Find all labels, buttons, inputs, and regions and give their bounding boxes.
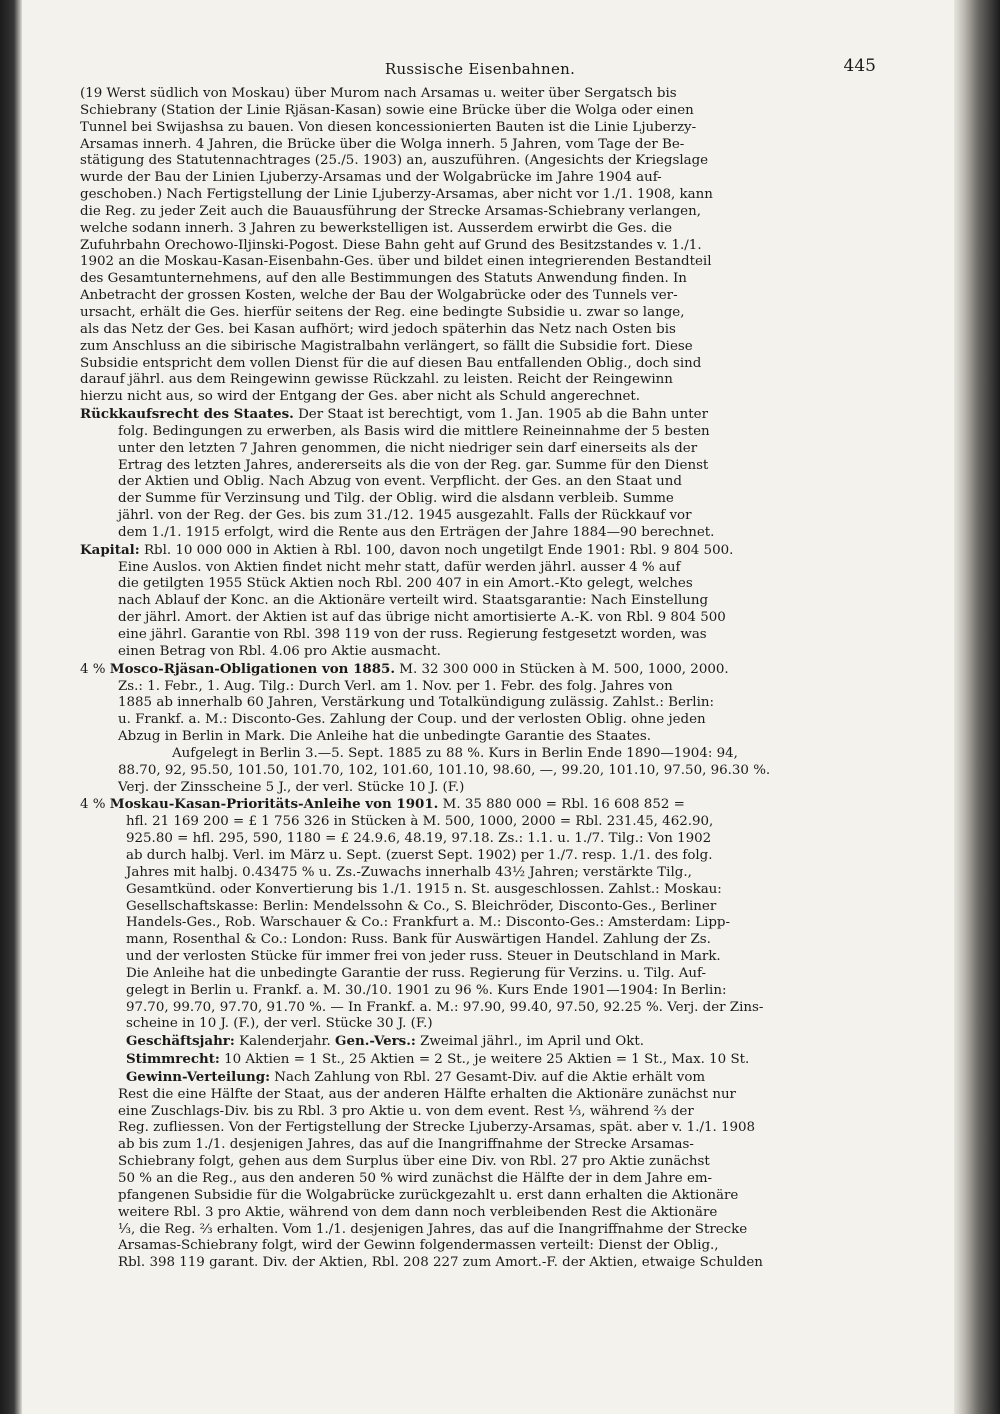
text-line: Verj. der Zinsscheine 5 J., der verl. Stücke 10 J. (F.) — [118, 779, 465, 795]
text-line: Rbl. 398 119 garant. Div. der Aktien, Rbl. 208 227 zum Amort.-F. der Aktien, etwaige Schulden — [118, 1255, 763, 1271]
stimmrecht-text: 10 Aktien = 1 St., 25 Aktien = 2 St., je weitere 25 Aktien = 1 St., Max. 10 St. — [224, 1052, 750, 1068]
text-line: die getilgten 1955 Stück Aktien noch Rbl. 200 407 in ein Amort.-Kto gelegt, welches — [118, 576, 693, 592]
text-line: unter den letzten 7 Jahren genommen, die nicht niedriger sein darf einerseits als der — [118, 440, 698, 456]
text-line: des Gesamtunternehmens, auf den alle Bestimmungen des Statuts Anwendung finden. In — [80, 271, 687, 287]
stimmrecht-heading: Stimmrecht: — [126, 1051, 220, 1068]
intro-paragraph — [80, 86, 880, 406]
text-line: darauf jährl. aus dem Reingewinn gewisse Rückzahl. zu leisten. Reicht der Reingewinn — [80, 372, 673, 388]
text-line: Anbetracht der grossen Kosten, welche der Bau der Wolgabrücke oder des Tunnels ver- — [80, 288, 678, 304]
kapital-heading: Kapital: — [80, 541, 140, 558]
text-line: und der verlosten Stücke für immer frei von jeder russ. Steuer in Deutschland in Mark. — [126, 949, 721, 965]
text-line: 97.70, 99.70, 97.70, 91.70 %. — In Frankf. a. M.: 97.90, 99.40, 97.50, 92.25 %. Verj. der Zins- — [126, 999, 764, 1015]
text-line: geschoben.) Nach Fertigstellung der Linie Ljuberzy-Arsamas, aber nicht vor 1./1. 1908, kann — [80, 187, 713, 203]
text-line: dem 1./1. 1915 erfolgt, wird die Rente aus den Erträgen der Jahre 1884—90 berechnet. — [118, 524, 715, 540]
text-line: weitere Rbl. 3 pro Aktie, während von dem dann noch verbleibenden Rest die Aktionäre — [118, 1204, 718, 1220]
text-line: Handels-Ges., Rob. Warschauer & Co.: Frankfurt a. M.: Disconto-Ges.: Amsterdam: Lipp- — [126, 915, 731, 931]
text-line: Subsidie entspricht dem vollen Dienst für die auf diesen Bau entfallenden Oblig., doch sind — [80, 355, 702, 371]
text-line: nach Ablauf der Konc. an die Aktionäre verteilt wird. Staatsgarantie: Nach Einstellung — [118, 593, 709, 609]
gewinn-first-line: Nach Zahlung von Rbl. 27 Gesamt-Div. auf die Aktie erhält vom — [274, 1069, 706, 1085]
text-line: hfl. 21 169 200 = £ 1 756 326 in Stücken à M. 500, 1000, 2000 = Rbl. 231.45, 462.90, — [126, 814, 714, 830]
text-line: 925.80 = hfl. 295, 590, 1180 = £ 24.9.6, 48.19, 97.18. Zs.: 1.1. u. 1./7. Tilg.: Von 1902 — [126, 831, 712, 847]
gewinn-verteilung-section — [80, 1069, 880, 1272]
moskau-rate: 4 % — [80, 797, 106, 813]
text-line: zum Anschluss an die sibirische Magistralbahn verlängert, so fällt die Subsidie fort. Diese — [80, 338, 693, 354]
rueckkauf-section — [80, 406, 880, 542]
stimmrecht-section — [80, 1051, 880, 1069]
text-line: ursacht, erhält die Ges. hierfür seitens der Reg. eine bedingte Subsidie u. zwar so lange, — [80, 304, 685, 320]
mosco-first-line: M. 32 300 000 in Stücken à M. 500, 1000, 2000. — [399, 661, 729, 677]
text-line: jährl. von der Reg. der Ges. bis zum 31./12. 1945 ausgezahlt. Falls der Rückkauf vor — [118, 508, 692, 524]
text-line: Jahres mit halbj. 0.43475 % u. Zs.-Zuwachs innerhalb 43½ Jahren; verstärkte Tilg., — [126, 864, 692, 880]
text-line: einen Betrag von Rbl. 4.06 pro Aktie ausmacht. — [118, 643, 441, 659]
text-line: Schiebrany (Station der Linie Rjäsan-Kasan) sowie eine Brücke über die Wolga oder einen — [80, 102, 694, 118]
text-line: 1902 an die Moskau-Kasan-Eisenbahn-Ges. über und bildet einen integrierenden Bestandteil — [80, 254, 712, 270]
text-line: gelegt in Berlin u. Frankf. a. M. 30./10. 1901 zu 96 %. Kurs Ende 1901—1904: In Berlin: — [126, 982, 727, 998]
geschaeftsjahr-heading: Geschäftsjahr: — [126, 1033, 235, 1050]
text-line: Gesellschaftskasse: Berlin: Mendelssohn & Co., S. Bleichröder, Disconto-Ges., Berliner — [126, 898, 717, 914]
running-title: Russische Eisenbahnen. — [384, 60, 576, 78]
genvers-heading: Gen.-Vers.: — [335, 1033, 416, 1050]
text-line: ab durch halbj. Verl. im März u. Sept. (zuerst Sept. 1902) per 1./7. resp. 1./1. des folg. — [126, 847, 713, 863]
text-line: 1885 ab innerhalb 60 Jahren, Verstärkung und Totalkündigung zulässig. Zahlst.: Berlin: — [118, 695, 714, 711]
text-line: welche sodann innerh. 3 Jahren zu bewerkstelligen ist. Ausserdem erwirbt die Ges. die — [80, 220, 673, 236]
kapital-section — [80, 542, 880, 661]
mosco-rate: 4 % — [80, 661, 106, 677]
rueckkauf-heading: Rückkaufsrecht des Staates. — [80, 406, 294, 423]
gewinn-heading: Gewinn-Verteilung: — [126, 1068, 271, 1085]
text-line: pfangenen Subsidie für die Wolgabrücke zurückgezahlt u. erst dann erhalten die Aktionäre — [118, 1187, 739, 1203]
text-line: der jährl. Amort. der Aktien ist auf das übrige nicht amortisierte A.-K. von Rbl. 9 804 500 — [118, 610, 726, 626]
text-line: Aufgelegt in Berlin 3.—5. Sept. 1885 zu 88 %. Kurs in Berlin Ende 1890—1904: 94, — [172, 745, 738, 761]
document-page — [80, 56, 880, 1272]
text-line: Tunnel bei Swijashsa zu bauen. Von diesen koncessionierten Bauten ist die Linie Ljuberzy- — [80, 119, 697, 135]
genvers-text: Zweimal jährl., im April und Okt. — [420, 1034, 645, 1050]
page-body — [80, 86, 880, 1272]
text-line: Gesamtkünd. oder Konvertierung bis 1./1. 1915 n. St. ausgeschlossen. Zahlst.: Moskau: — [126, 881, 722, 897]
text-line: eine Zuschlags-Div. bis zu Rbl. 3 pro Aktie u. von dem event. Rest ⅓, während ⅔ der — [118, 1103, 694, 1119]
text-line: eine jährl. Garantie von Rbl. 398 119 von der russ. Regierung festgesetzt worden, was — [118, 627, 707, 642]
moskau-first-line: M. 35 880 000 = Rbl. 16 608 852 = — [442, 797, 685, 813]
mosco-rjaesan-section — [80, 661, 880, 797]
text-line: 50 % an die Reg., aus den anderen 50 % wird zunächst die Hälfte der in dem Jahre em- — [118, 1171, 713, 1186]
text-line: als das Netz der Ges. bei Kasan aufhört; wird jedoch späterhin das Netz nach Osten bis — [80, 321, 676, 337]
geschaeftsjahr-section — [80, 1033, 880, 1051]
rueckkauf-first-line: Der Staat ist berechtigt, vom 1. Jan. 1905 ab die Bahn unter — [298, 407, 708, 423]
geschaeftsjahr-text: Kalenderjahr. — [239, 1034, 331, 1050]
text-line: stätigung des Statutennachtrages (25./5. 1903) an, auszuführen. (Angesichts der Kriegslage — [80, 153, 709, 169]
text-line: der Aktien und Oblig. Nach Abzug von event. Verpflicht. der Ges. an den Staat und — [118, 474, 682, 490]
text-line: Arsamas-Schiebrany folgt, wird der Gewinn folgendermassen verteilt: Dienst der Oblig., — [118, 1238, 719, 1254]
text-line: folg. Bedingungen zu erwerben, als Basis wird die mittlere Reineinnahme der 5 besten — [118, 423, 710, 439]
text-line: Reg. zufliessen. Von der Fertigstellung der Strecke Ljuberzy-Arsamas, spät. aber v. 1./1. 1908 — [118, 1120, 756, 1136]
text-line: Abzug in Berlin in Mark. Die Anleihe hat die unbedingte Garantie des Staates. — [118, 729, 651, 745]
text-line: Zufuhrbahn Orechowo-Iljinski-Pogost. Diese Bahn geht auf Grund des Besitzstandes v. 1./1. — [80, 237, 702, 253]
text-line: der Summe für Verzinsung und Tilg. der Oblig. wird die alsdann verbleib. Summe — [118, 491, 674, 507]
text-line: u. Frankf. a. M.: Disconto-Ges. Zahlung der Coup. und der verlosten Oblig. ohne jeden — [118, 712, 706, 728]
text-line: die Reg. zu jeder Zeit auch die Bauausführung der Strecke Arsamas-Schiebrany verlangen, — [80, 203, 701, 219]
text-line: Schiebrany folgt, gehen aus dem Surplus über eine Div. von Rbl. 27 pro Aktie zunächst — [118, 1154, 710, 1170]
text-line: Rest die eine Hälfte der Staat, aus der anderen Hälfte erhalten die Aktionäre zunächst nur — [118, 1086, 736, 1102]
text-line: Eine Auslos. von Aktien findet nicht mehr statt, dafür werden jährl. ausser 4 % auf — [118, 559, 681, 575]
text-line: 88.70, 92, 95.50, 101.50, 101.70, 102, 101.60, 101.10, 98.60, —, 99.20, 101.10, 97.50, 96.30 %. — [118, 762, 771, 778]
text-line: mann, Rosenthal & Co.: London: Russ. Bank für Auswärtigen Handel. Zahlung der Zs. — [126, 932, 711, 948]
text-line: ab bis zum 1./1. desjenigen Jahres, das auf die Inangriffnahme der Strecke Arsamas- — [118, 1137, 694, 1153]
text-line: hierzu nicht aus, so wird der Entgang der Ges. aber nicht als Schuld angerechnet. — [80, 389, 641, 405]
book-gutter-shadow — [0, 0, 22, 1414]
page-number: 445 — [843, 56, 876, 76]
text-line: ⅓, die Reg. ⅔ erhalten. Vom 1./1. desjenigen Jahres, das auf die Inangriffnahme der Strecke — [118, 1221, 748, 1237]
text-line: wurde der Bau der Linien Ljuberzy-Arsamas und der Wolgabrücke im Jahre 1904 auf- — [80, 170, 662, 186]
text-line: Ertrag des letzten Jahres, andererseits als die von der Reg. gar. Summe für den Dienst — [118, 457, 709, 473]
mosco-heading: Mosco-Rjäsan-Obligationen von 1885. — [109, 660, 395, 677]
moskau-heading: Moskau-Kasan-Prioritäts-Anleihe von 1901. — [109, 796, 439, 813]
kapital-first-line: Rbl. 10 000 000 in Aktien à Rbl. 100, davon noch ungetilgt Ende 1901: Rbl. 9 804 500. — [143, 542, 734, 558]
text-line: Die Anleihe hat die unbedingte Garantie der russ. Regierung für Verzins. u. Tilg. Auf- — [126, 965, 707, 981]
text-line: scheine in 10 J. (F.), der verl. Stücke 30 J. (F.) — [126, 1016, 433, 1032]
page-edge-shadow — [954, 0, 1000, 1414]
running-header — [80, 56, 880, 86]
moskau-kasan-section — [80, 796, 880, 1033]
text-line: Zs.: 1. Febr., 1. Aug. Tilg.: Durch Verl. am 1. Nov. per 1. Febr. des folg. Jahres von — [118, 678, 673, 694]
text-line: (19 Werst südlich von Moskau) über Murom nach Arsamas u. weiter über Sergatsch bis — [80, 86, 677, 101]
text-line: Arsamas innerh. 4 Jahren, die Brücke über die Wolga innerh. 5 Jahren, vom Tage der Be- — [80, 136, 685, 152]
